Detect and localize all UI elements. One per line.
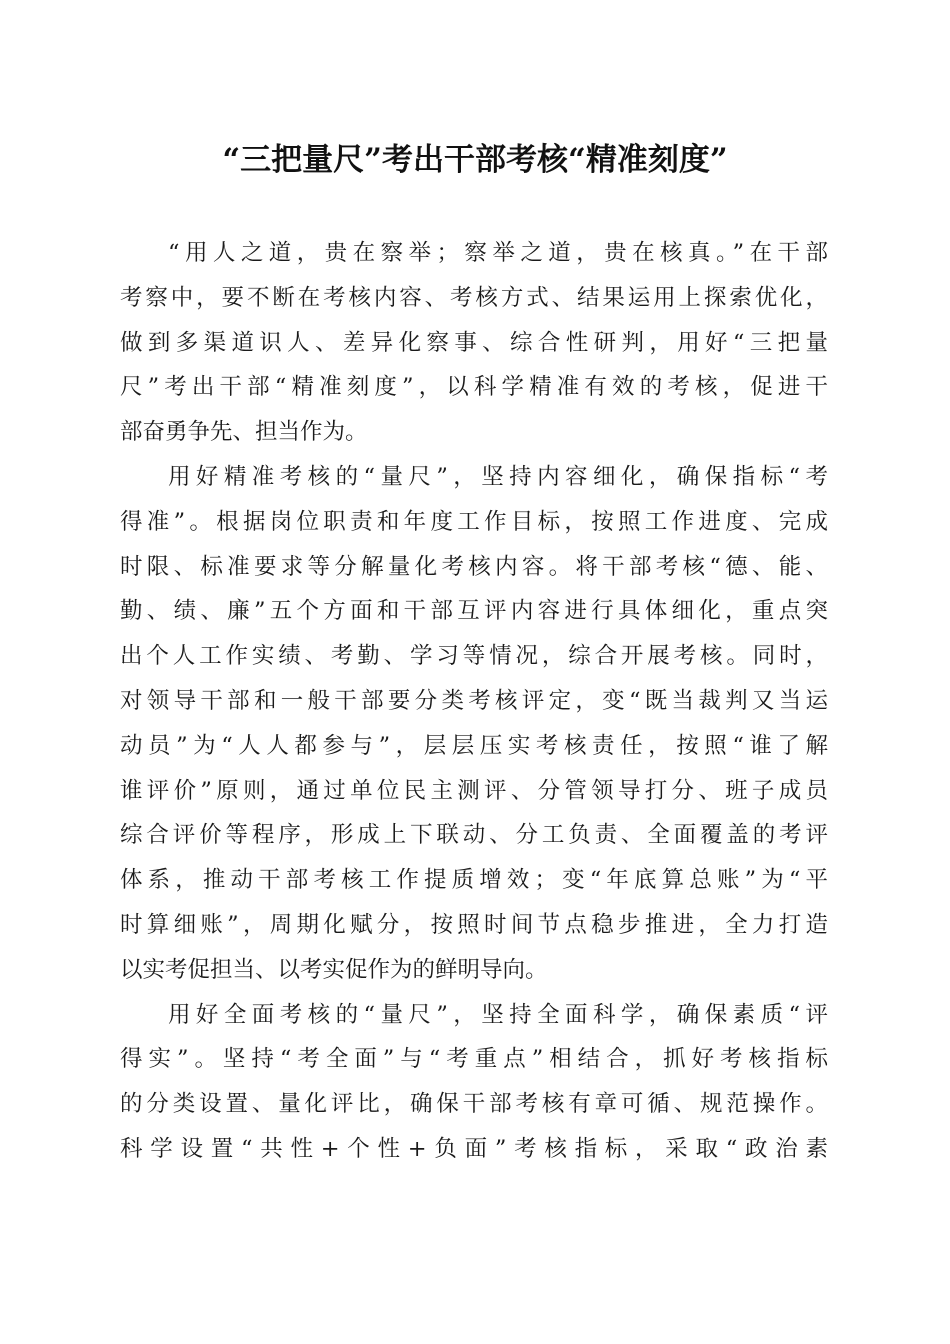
text-line: 部奋勇争先、担当作为。	[120, 419, 368, 446]
text-line: 时限、标准要求等分解量化考核内容。将干部考核“德、能、	[120, 553, 828, 580]
text-line: 得实”。坚持“考全面”与“考重点”相结合，抓好考核指标	[120, 1046, 828, 1073]
text-line: 做到多渠道识人、差异化察事、综合性研判，用好“三把量	[120, 329, 828, 356]
text-line: 出个人工作实绩、考勤、学习等情况，综合开展考核。同时，	[120, 643, 828, 670]
text-line: 用好精准考核的“量尺”，坚持内容细化，确保指标“考	[168, 463, 828, 490]
text-line: 的分类设置、量化评比，确保干部考核有章可循、规范操作。	[120, 1091, 828, 1118]
text-line: 尺”考出干部“精准刻度”，以科学精准有效的考核，促进干	[120, 374, 828, 401]
text-line: 勤、绩、廉”五个方面和干部互评内容进行具体细化，重点突	[120, 598, 828, 625]
text-line: “用人之道，贵在察举；察举之道，贵在核真。”在干部	[168, 240, 828, 266]
text-line: 科学设置“共性+个性+负面”考核指标，采取“政治素	[120, 1135, 828, 1162]
text-line: 得准”。根据岗位职责和年度工作目标，按照工作进度、完成	[120, 508, 828, 535]
text-line: 体系，推动干部考核工作提质增效；变“年底算总账”为“平	[120, 867, 828, 894]
text-line: 动员”为“人人都参与”，层层压实考核责任，按照“谁了解	[120, 732, 828, 759]
text-line: 用好全面考核的“量尺”，坚持全面科学，确保素质“评	[168, 1001, 828, 1028]
text-line: 考察中，要不断在考核内容、考核方式、结果运用上探索优化，	[120, 284, 828, 311]
text-line: 综合评价等程序，形成上下联动、分工负责、全面覆盖的考评	[120, 822, 828, 849]
text-line: 以实考促担当、以考实促作为的鲜明导向。	[120, 956, 548, 983]
document-body	[120, 231, 828, 1172]
text-line: 对领导干部和一般干部要分类考核评定，变“既当裁判又当运	[120, 687, 828, 714]
text-line: 谁评价”原则，通过单位民主测评、分管领导打分、班子成员	[120, 777, 828, 804]
document-title: “三把量尺”考出干部考核“精准刻度”	[222, 142, 728, 178]
text-line: 时算细账”，周期化赋分，按照时间节点稳步推进，全力打造	[120, 911, 828, 938]
